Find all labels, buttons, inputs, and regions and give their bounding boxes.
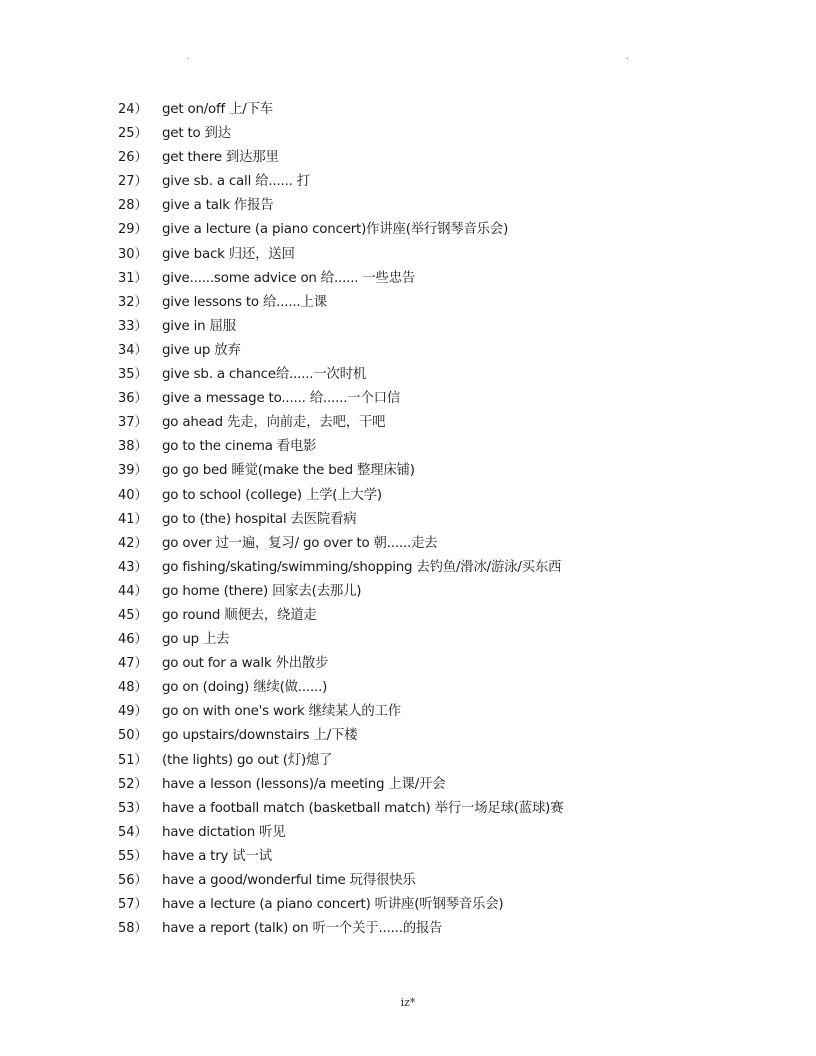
item-text: give a lecture (a piano concert)作讲座(举行钢琴音乐会) xyxy=(162,222,509,238)
page-footer: iz* xyxy=(400,996,416,1009)
list-item xyxy=(0,580,816,604)
item-text: give in 屈服 xyxy=(162,318,236,334)
item-number: 49） xyxy=(118,704,148,720)
item-number: 26） xyxy=(118,150,148,166)
list-item xyxy=(0,604,816,628)
list-item xyxy=(0,917,816,941)
list-item xyxy=(0,484,816,508)
list-item xyxy=(0,724,816,748)
item-number: 38） xyxy=(118,439,148,455)
list-item xyxy=(0,194,816,218)
item-text: have a lesson (lessons)/a meeting 上课/开会 xyxy=(162,776,446,792)
list-item xyxy=(0,218,816,242)
list-item xyxy=(0,291,816,315)
header-mark-right: . xyxy=(626,52,629,61)
item-text: have dictation 听见 xyxy=(162,824,286,840)
item-number: 27） xyxy=(118,174,148,190)
item-text: go out for a walk 外出散步 xyxy=(162,656,329,672)
item-number: 31） xyxy=(118,270,148,286)
item-number: 56） xyxy=(118,873,148,888)
list-item xyxy=(0,363,816,387)
item-number: 25） xyxy=(118,126,148,142)
item-number: 33） xyxy=(118,318,148,334)
list-item xyxy=(0,315,816,339)
list-item xyxy=(0,146,816,170)
item-text: give sb. a call 给...... 打 xyxy=(162,174,310,190)
item-text: go round 顺便去，绕道走 xyxy=(162,607,317,623)
list-item xyxy=(0,98,816,122)
item-text: get to 到达 xyxy=(162,126,231,142)
list-item xyxy=(0,773,816,797)
item-number: 55） xyxy=(118,848,148,864)
item-text: go up 上去 xyxy=(162,632,230,648)
item-number: 52） xyxy=(118,776,148,792)
item-text: give back 归还，送回 xyxy=(162,246,295,262)
list-item xyxy=(0,869,816,893)
item-text: have a try 试一试 xyxy=(162,848,272,864)
item-number: 50） xyxy=(118,728,148,744)
item-text: have a football match (basketball match) 举行一场足球(蓝球)赛 xyxy=(162,800,564,816)
item-number: 28） xyxy=(118,198,148,214)
item-number: 37） xyxy=(118,415,148,431)
item-number: 32） xyxy=(118,294,148,310)
item-text: go over 过一遍，复习/ go over to 朝......走去 xyxy=(162,535,438,551)
list-item xyxy=(0,628,816,652)
item-number: 44） xyxy=(118,583,148,599)
list-item xyxy=(0,676,816,700)
item-text: give a message to...... 给......一个口信 xyxy=(162,391,401,407)
item-number: 29） xyxy=(118,222,148,238)
item-number: 54） xyxy=(118,824,148,840)
list-item xyxy=(0,170,816,194)
list-item xyxy=(0,532,816,556)
item-text: give sb. a chance给......一次时机 xyxy=(162,367,367,383)
list-item xyxy=(0,435,816,459)
list-item xyxy=(0,508,816,532)
list-item xyxy=(0,122,816,146)
list-item xyxy=(0,821,816,845)
list-item xyxy=(0,459,816,483)
item-text: (the lights) go out (灯)熄了 xyxy=(162,752,333,768)
item-text: give......some advice on 给...... 一些忠告 xyxy=(162,270,416,286)
item-text: get on/off 上/下车 xyxy=(162,102,273,117)
item-text: go home (there) 回家去(去那儿) xyxy=(162,583,362,599)
phrase-list xyxy=(0,98,816,941)
item-text: go ahead 先走，向前走，去吧，干吧 xyxy=(162,415,386,431)
list-item xyxy=(0,797,816,821)
item-text: go go bed 睡觉(make the bed 整理床铺) xyxy=(162,463,415,479)
item-number: 47） xyxy=(118,656,148,672)
item-text: go on with one's work 继续某人的工作 xyxy=(162,704,401,720)
item-number: 57） xyxy=(118,897,148,913)
item-text: give up 放弃 xyxy=(162,342,241,358)
item-number: 30） xyxy=(118,246,148,262)
item-text: go to school (college) 上学(上大学) xyxy=(162,487,382,503)
list-item xyxy=(0,411,816,435)
item-number: 43） xyxy=(118,559,148,575)
list-item xyxy=(0,652,816,676)
item-number: 51） xyxy=(118,752,148,768)
item-text: have a good/wonderful time 玩得很快乐 xyxy=(162,873,416,888)
header-mark-left: . xyxy=(187,52,190,61)
item-text: have a lecture (a piano concert) 听讲座(听钢琴音乐会) xyxy=(162,897,504,913)
item-number: 48） xyxy=(118,680,148,696)
item-text: give lessons to 给......上课 xyxy=(162,294,327,310)
list-item xyxy=(0,243,816,267)
list-item xyxy=(0,845,816,869)
item-text: go upstairs/downstairs 上/下楼 xyxy=(162,728,358,744)
item-number: 34） xyxy=(118,342,148,358)
item-number: 41） xyxy=(118,511,148,527)
item-text: go to the cinema 看电影 xyxy=(162,439,317,455)
list-item xyxy=(0,893,816,917)
item-number: 46） xyxy=(118,632,148,648)
item-number: 58） xyxy=(118,921,148,937)
item-text: go fishing/skating/swimming/shopping 去钓鱼/滑冰/游泳/买东西 xyxy=(162,559,562,575)
item-text: give a talk 作报告 xyxy=(162,198,274,214)
item-text: have a report (talk) on 听一个关于......的报告 xyxy=(162,921,443,937)
item-number: 40） xyxy=(118,487,148,503)
list-item xyxy=(0,339,816,363)
list-item xyxy=(0,749,816,773)
list-item xyxy=(0,700,816,724)
item-number: 39） xyxy=(118,463,148,479)
item-number: 45） xyxy=(118,607,148,623)
item-number: 36） xyxy=(118,391,148,407)
item-text: get there 到达那里 xyxy=(162,150,279,166)
list-item xyxy=(0,267,816,291)
item-text: go on (doing) 继续(做......) xyxy=(162,680,328,696)
item-number: 35） xyxy=(118,367,148,383)
item-number: 24） xyxy=(118,102,148,117)
item-text: go to (the) hospital 去医院看病 xyxy=(162,511,357,527)
list-item xyxy=(0,387,816,411)
item-number: 42） xyxy=(118,535,148,551)
item-number: 53） xyxy=(118,800,148,816)
list-item xyxy=(0,556,816,580)
